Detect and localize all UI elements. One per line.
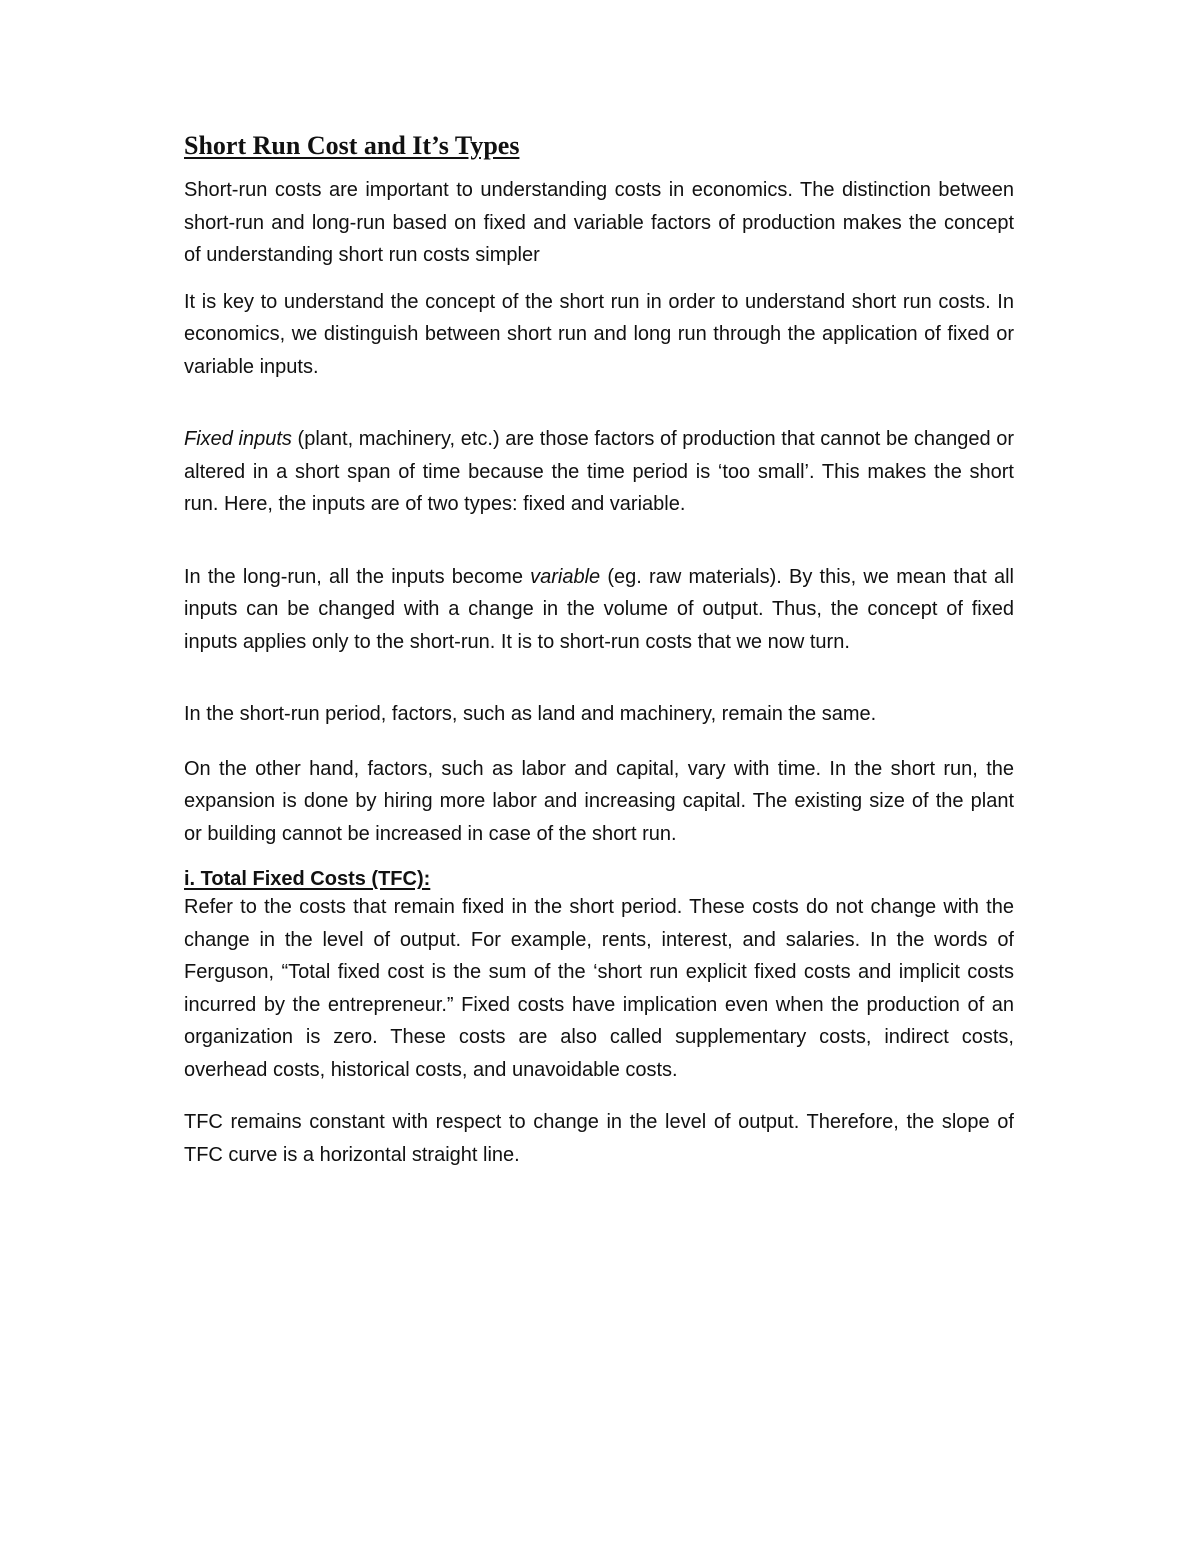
paragraph-tfc-slope: TFC remains constant with respect to change in the level of output. Therefore, the slope of TFC curve is a horizontal straight line. bbox=[184, 1111, 1014, 1166]
document-title: Short Run Cost and It’s Types bbox=[184, 131, 520, 160]
variable-term: variable bbox=[530, 565, 601, 588]
paragraph-tfc-definition: Refer to the costs that remain fixed in the short period. These costs do not change with the change in the level of output. For example, rents, interest, and salaries. In the words of Ferguson, “Total fixed cost is the sum of the ‘short run explicit fixed costs and implicit costs incurred by the entrepreneur.” Fixed costs have implication even when the production of an organization is zero. These costs are also called supplementary costs, indirect costs, overhead costs, historical costs, and unavoidable costs. bbox=[184, 896, 1014, 1081]
paragraph-intro: Short-run costs are important to understanding costs in economics. The distinction between short-run and long-run based on fixed and variable factors of production makes the concept of understanding short run costs simpler bbox=[184, 179, 1014, 266]
long-run-text-rest: (eg. raw materials). By this, we mean that all inputs can be changed with a change in the volume of output. Thus, the concept of fixed inputs applies only to the short-run. It is to short-run costs that we now turn. bbox=[184, 565, 1014, 653]
paragraph-short-run-concept: It is key to understand the concept of the short run in order to understand short run costs. In economics, we distinguish between short run and long run through the application of fixed or variable inputs. bbox=[184, 290, 1014, 378]
paragraph-short-run-period: In the short-run period, factors, such as land and machinery, remain the same. bbox=[184, 703, 877, 725]
paragraph-variable-factors: On the other hand, factors, such as labor and capital, vary with time. In the short run, the expansion is done by hiring more labor and increasing capital. The existing size of the plant or building cannot be increased in case of the short run. bbox=[184, 757, 1014, 845]
long-run-text-start: In the long-run, all the inputs become bbox=[184, 565, 531, 588]
fixed-inputs-term: Fixed inputs bbox=[184, 428, 292, 450]
document-page bbox=[184, 128, 1014, 1171]
fixed-inputs-text: (plant, machinery, etc.) are those factors of production that cannot be changed or altered in a short span of time because the time period is ‘too small’. This makes the short run. Here, the inputs are of two types: fixed and variable. bbox=[184, 428, 1014, 515]
tfc-heading: i. Total Fixed Costs (TFC): bbox=[184, 868, 431, 890]
paragraph-fixed-inputs bbox=[184, 423, 1014, 521]
paragraph-long-run bbox=[184, 561, 1014, 659]
